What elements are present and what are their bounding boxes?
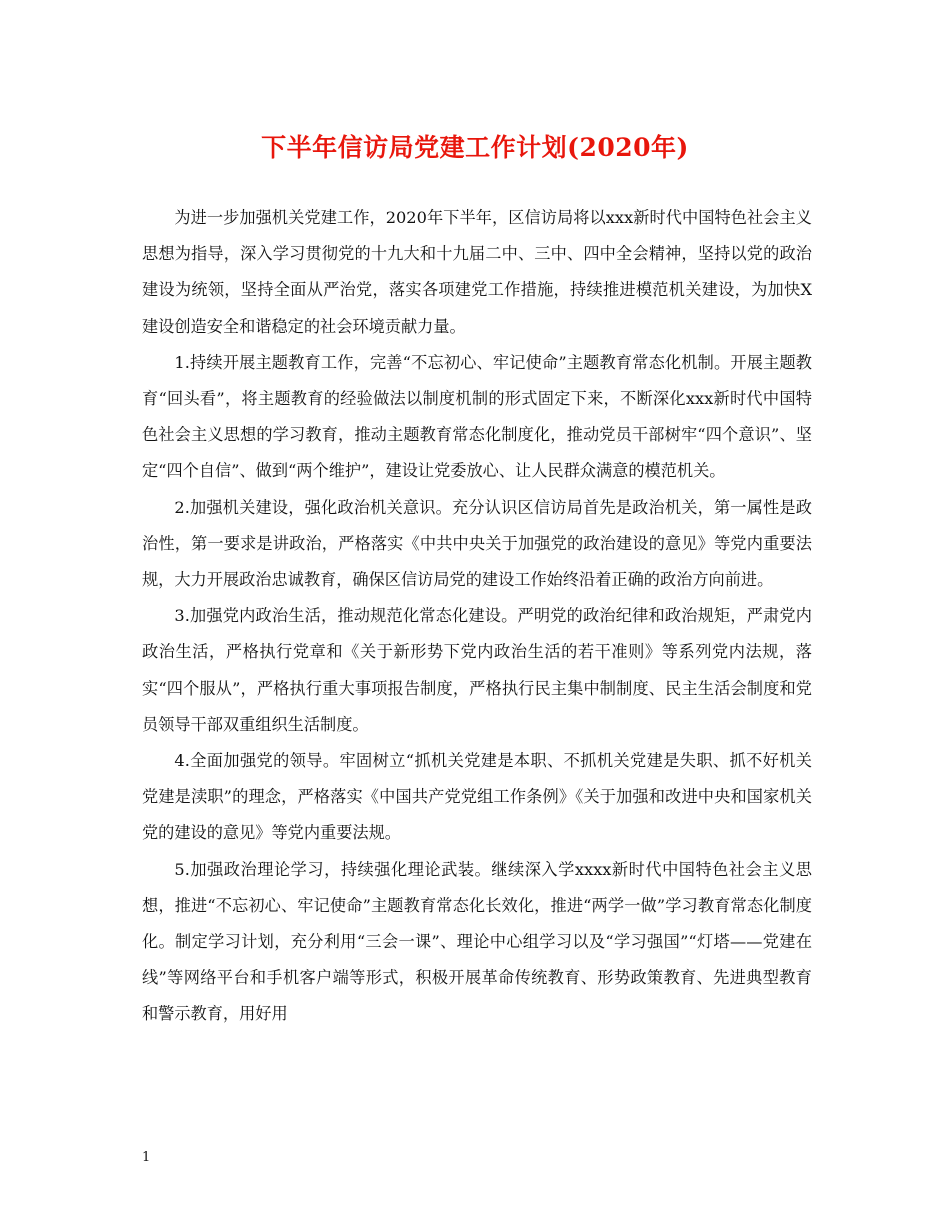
paragraph-item-5: 5.加强政治理论学习，持续强化理论武装。继续深入学xxxx新时代中国特色社会主义思想，推进“不忘初心、牢记使命”主题教育常态化长效化，推进“两学一做”学习教育常态化制度化。制定学习计划，充分利用“三会一课”、理论中心组学习以及“学习强国”“灯塔——党建在线”等网络平台和手机客户端等形式，积极开展革命传统教育、形势政策教育、先进典型教育和警示教育，用好用 [142,859,812,1024]
paragraph-item-3: 3.加强党内政治生活，推动规范化常态化建设。严明党的政治纪律和政治规矩，严肃党内政治生活，严格执行党章和《关于新形势下党内政治生活的若干准则》等系列党内法规，落实“四个服从”，严格执行重大事项报告制度，严格执行民主集中制制度、民主生活会制度和党员领导干部双重组织生活制度。 [142,606,812,734]
document-body [142,200,812,1033]
page-number: 1 [142,1150,151,1165]
paragraph-item-2: 2.加强机关建设，强化政治机关意识。充分认识区信访局首先是政治机关，第一属性是政治性，第一要求是讲政治，严格落实《中共中央关于加强党的政治建设的意见》等党内重要法规，大力开展政治忠诚教育，确保区信访局党的建设工作始终沿着正确的政治方向前进。 [142,497,812,590]
paragraph-item-4: 4.全面加强党的领导。牢固树立“抓机关党建是本职、不抓机关党建是失职、抓不好机关党建是渎职”的理念，严格落实《中国共产党党组工作条例》《关于加强和改进中央和国家机关党的建设的意见》等党内重要法规。 [142,751,812,843]
paragraph-item-1: 1.持续开展主题教育工作，完善“不忘初心、牢记使命”主题教育常态化机制。开展主题教育“回头看”，将主题教育的经验做法以制度机制的形式固定下来，不断深化xxx新时代中国特色社会主义思想的学习教育，推动主题教育常态化制度化，推动党员干部树牢“四个意识”、坚定“四个自信”、做到“两个维护”，建设让党委放心、让人民群众满意的模范机关。 [142,352,812,481]
paragraph-intro: 为进一步加强机关党建工作，2020年下半年，区信访局将以xxx新时代中国特色社会主义思想为指导，深入学习贯彻党的十九大和十九届二中、三中、四中全会精神，坚持以党的政治建设为统领，坚持全面从严治党，落实各项建党工作措施，持续推进模范机关建设，为加快X建设创造安全和谐稳定的社会环境贡献力量。 [142,208,812,336]
document-title: 下半年信访局党建工作计划(2020年) [261,133,689,162]
